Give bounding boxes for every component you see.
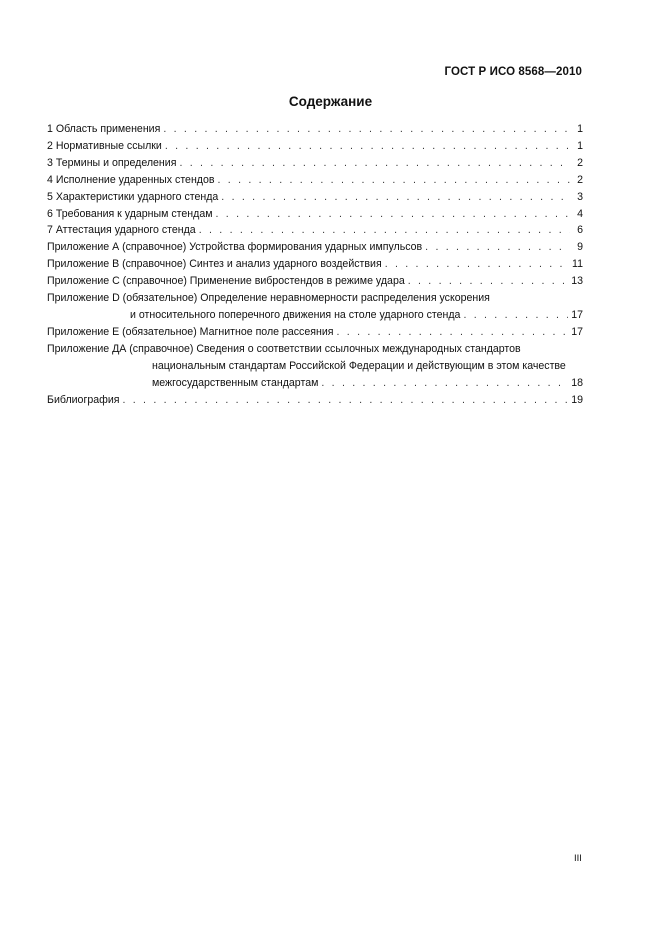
toc-entry-text-line: Приложение ДА (справочное) Сведения о соответствии ссылочных международных стандартов: [47, 342, 521, 355]
dot-leader: [218, 172, 571, 189]
dot-leader: [163, 121, 570, 138]
toc-entry-page: 6: [577, 224, 583, 237]
toc-title: Содержание: [288, 94, 373, 109]
toc-entry-page: 1: [577, 123, 583, 135]
toc-entry-4[interactable]: [47, 172, 583, 189]
dot-leader: [337, 324, 569, 341]
toc-entry-bibliography[interactable]: [47, 392, 583, 409]
toc-entry-appendix-e[interactable]: [47, 324, 583, 341]
toc-entry-page: 11: [572, 258, 583, 271]
toc-entry-text: Приложение С (справочное) Применение вибростендов в режиме удара: [47, 275, 405, 288]
toc-entry-text-line: Приложение D (обязательное) Определение неравномерности распределения ускорения: [47, 292, 490, 305]
dot-leader: [385, 256, 569, 273]
toc-entry-page: 17: [571, 325, 583, 338]
toc-entry-page: 17: [571, 308, 583, 321]
toc-entry-appendix-c[interactable]: [47, 273, 583, 290]
document-header: ГОСТ Р ИСО 8568—2010: [444, 66, 582, 78]
toc-entry-text: Приложение А (справочное) Устройства формирования ударных импульсов: [47, 241, 423, 254]
table-of-contents: [47, 121, 583, 408]
toc-entry-7[interactable]: [47, 222, 583, 239]
toc-entry-5[interactable]: [47, 189, 583, 206]
dot-leader: [216, 206, 571, 223]
toc-entry-text: 3 Термины и определения: [47, 156, 177, 169]
toc-entry-text: 6 Требования к ударным стендам: [47, 207, 213, 220]
dot-leader: [221, 189, 570, 206]
toc-entry-appendix-d[interactable]: [47, 290, 583, 324]
dot-leader: [321, 375, 568, 392]
toc-entry-text: 1 Область применения: [47, 123, 161, 135]
toc-entry-text: 5 Характеристики ударного стенда: [47, 190, 219, 203]
page-number: III: [574, 853, 582, 864]
toc-entry-text: 2 Нормативные ссылки: [47, 139, 162, 152]
toc-entry-text: Библиография: [47, 393, 120, 406]
toc-entry-page: 1: [577, 139, 583, 152]
toc-entry-appendix-b[interactable]: [47, 256, 583, 273]
toc-entry-3[interactable]: [47, 155, 583, 172]
dot-leader: [408, 273, 568, 290]
dot-leader: [199, 222, 570, 239]
toc-entry-text: 7 Аттестация ударного стенда: [47, 224, 196, 237]
toc-entry-appendix-a[interactable]: [47, 239, 583, 256]
dot-leader: [165, 138, 570, 155]
toc-entry-6[interactable]: [47, 206, 583, 223]
toc-entry-page: 13: [571, 275, 583, 288]
dot-leader: [463, 307, 568, 324]
toc-entry-page: 4: [577, 207, 583, 220]
toc-entry-page: 18: [571, 376, 583, 389]
toc-entry-text-line: национальным стандартам Российской Федерации и действующим в этом качестве: [152, 359, 566, 372]
toc-entry-text: 4 Исполнение ударенных стендов: [47, 173, 215, 186]
toc-entry-text-line: межгосударственным стандартам: [152, 376, 319, 389]
dot-leader: [425, 239, 570, 256]
toc-entry-1[interactable]: [47, 121, 583, 138]
dot-leader: [122, 392, 568, 409]
toc-entry-2[interactable]: [47, 138, 583, 155]
toc-entry-appendix-da[interactable]: [47, 341, 583, 392]
dot-leader: [179, 155, 570, 172]
toc-entry-text: Приложение Е (обязательное) Магнитное поле рассеяния: [47, 325, 334, 338]
toc-entry-page: 2: [577, 156, 583, 169]
toc-entry-page: 2: [577, 173, 583, 186]
toc-entry-page: 3: [577, 190, 583, 203]
toc-entry-text-line: и относительного поперечного движения на столе ударного стенда: [130, 308, 461, 321]
toc-entry-text: Приложение В (справочное) Синтез и анализ ударного воздействия: [47, 258, 382, 271]
toc-entry-page: 19: [571, 393, 583, 406]
toc-entry-page: 9: [577, 241, 583, 254]
